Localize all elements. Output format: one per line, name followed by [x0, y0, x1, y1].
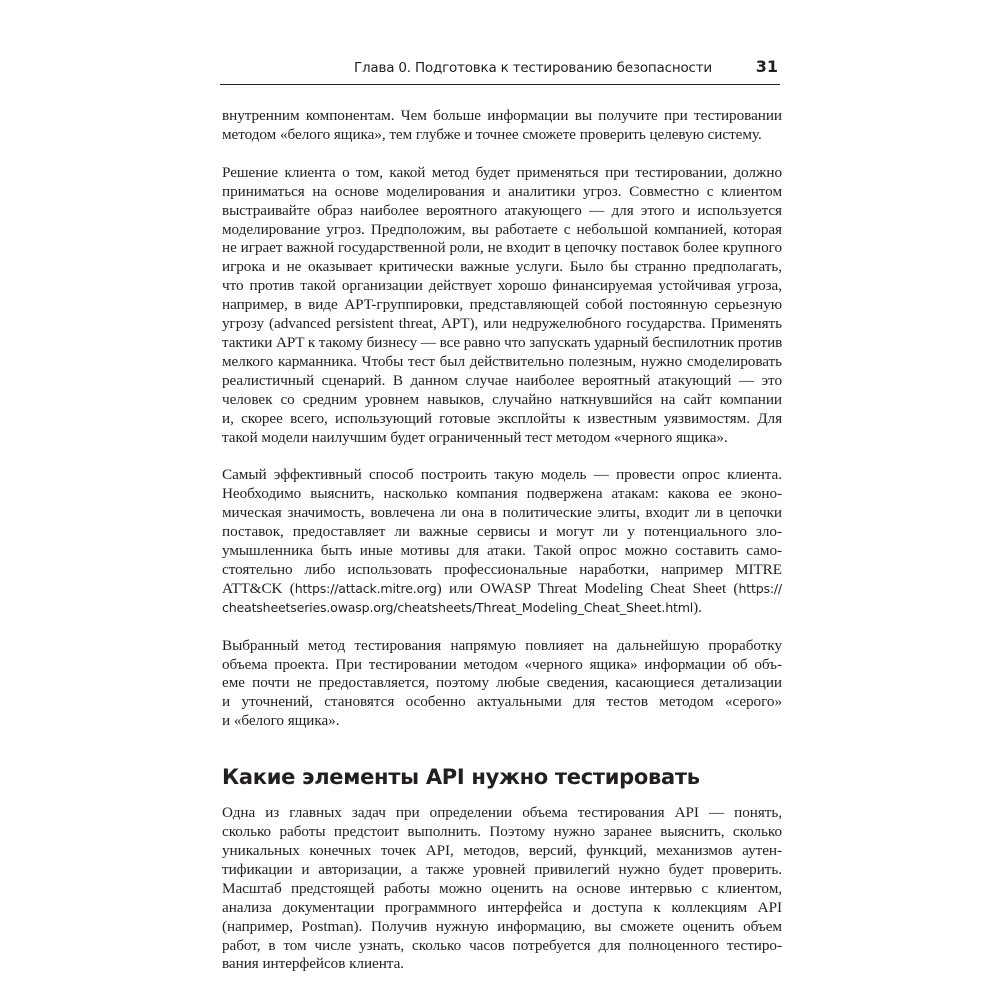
page-body [222, 107, 782, 993]
text-line: выстраивайте образ наиболее вероятного атакующего — для этого и используется [222, 201, 782, 219]
text-line: приниматься на основе моделирования и аналитики угроз. Совместно с клиентом [222, 182, 782, 200]
text-line: Решение клиента о том, какой метод будет применяться при тестировании, должно [222, 163, 782, 181]
text-line: вания интерфейсов клиента. [222, 955, 405, 973]
text-line: Выбранный метод тестирования напрямую повлияет на дальнейшую проработку [222, 636, 782, 654]
paragraph-2 [222, 164, 782, 448]
text-line: и «белого ящика». [222, 712, 340, 730]
owasp-link-start[interactable]: https:// [738, 580, 782, 596]
text-line: уникальных конечных точек API, методов, версий, функций, механизмов аутен- [222, 842, 782, 859]
text-line: (например, Postman). Получив нужную информацию, вы сможете оценить объем [222, 917, 782, 935]
mitre-attack-link[interactable]: https://attack.mitre.org [294, 580, 437, 596]
paragraph-3 [222, 466, 782, 617]
text-line: игрока и не оказывает критически важные услуги. Было бы странно предполагать, [222, 258, 782, 276]
text-line: и уточнений, становятся особенно актуальными для тестов методом «серого» [222, 693, 782, 711]
text-line: не играет важной государственной роли, не входит в цепочку поставок более крупного [222, 239, 782, 257]
text-fragment: ). [693, 598, 702, 616]
paragraph-1 [222, 107, 782, 145]
text-line: мическая значимость, вовлечена ли она в политические элиты, входит ли в цепочки [222, 504, 782, 522]
text-line: тификации и авторизации, а также уровней привилегий нужно будет проверить. [222, 860, 782, 878]
text-line: анализа документации программного интерфейса и доступа к коллекциям API [222, 898, 782, 916]
section-heading: Какие элементы API нужно тестировать [222, 765, 700, 790]
text-line: моделирование угроз. Предположим, вы работаете с небольшой компанией, которая [222, 220, 782, 238]
text-line: внутренним компонентам. Чем больше информации вы получите при тестировании [222, 107, 782, 124]
owasp-cheatsheet-link[interactable]: cheatsheetseries.owasp.org/cheatsheets/Threat_Modeling_Cheat_Sheet.html [222, 599, 694, 615]
text-line: Масштаб предстоящей работы можно оценить на основе интервью с клиентом, [222, 879, 782, 897]
text-line: еме почти не предоставляется, поэтому любые сведения, касающиеся детализации [222, 674, 782, 692]
text-line: объема проекта. При тестировании методом «черного ящика» информации об объ- [222, 655, 782, 673]
text-line: такой модели наилучшим будет ограниченный тест методом «черного ящика». [222, 428, 728, 446]
text-line: умышленника быть иные мотивы для атаки. Такой опрос можно составить само- [222, 542, 782, 560]
text-fragment: ) или OWASP Threat Modeling Cheat Sheet ( [436, 579, 739, 597]
text-line: работ, в том числе узнать, сколько часов потребуется для полноценного тестиро- [222, 936, 782, 954]
text-line: методом «белого ящика», тем глубже и точнее сможете проверить целевую систему. [222, 125, 762, 143]
text-line: Одна из главных задач при определении объема тестирования API — понять, [222, 804, 782, 822]
text-line: стоятельно либо использовать профессиональные наработки, например MITRE [222, 560, 782, 578]
text-fragment: ATT&CK ( [222, 579, 295, 597]
chapter-title: Глава 0. Подготовка к тестированию безопасности [353, 60, 712, 76]
paragraph-4 [222, 637, 782, 732]
text-line: например, в виде APT-группировки, представляющей собой постоянную серьезную [222, 296, 782, 314]
text-line: сколько работы предстоит выполнить. Поэтому нужно заранее выяснить, сколько [222, 823, 782, 841]
text-line: Необходимо выяснить, насколько компания подвержена атакам: какова ее эконо- [222, 485, 782, 503]
text-line: мелкого карманника. Чтобы тест был действительно полезным, нужно смоделировать [222, 352, 782, 370]
paragraph-5 [222, 804, 782, 974]
running-header [220, 56, 780, 85]
page-number: 31 [755, 57, 778, 76]
text-line: Самый эффективный способ построить такую модель — провести опрос клиента. [222, 466, 782, 484]
text-line: реалистичный сценарий. В данном случае наиболее вероятный атакующий — это [222, 371, 782, 389]
text-line: и, скорее всего, использующий готовые эксплойты к известным уязвимостям. Для [222, 409, 782, 427]
text-line: что против такой организации действует хорошо финансируемая устойчивая угроза, [222, 277, 782, 295]
text-line: человек со средним уровнем навыков, случайно наткнувшийся на сайт компании [222, 390, 782, 408]
text-line-with-links [222, 599, 782, 618]
text-line: угрозу (advanced persistent threat, APT), или недружелюбного государства. Применять [222, 315, 782, 333]
text-line: тактики APT к такому бизнесу — все равно что запускать ударный беспилотник против [222, 333, 783, 351]
text-line-with-links [222, 580, 782, 599]
text-line: поставок, предоставляет ли важные сервисы и могут ли у потенциального зло- [222, 523, 782, 541]
